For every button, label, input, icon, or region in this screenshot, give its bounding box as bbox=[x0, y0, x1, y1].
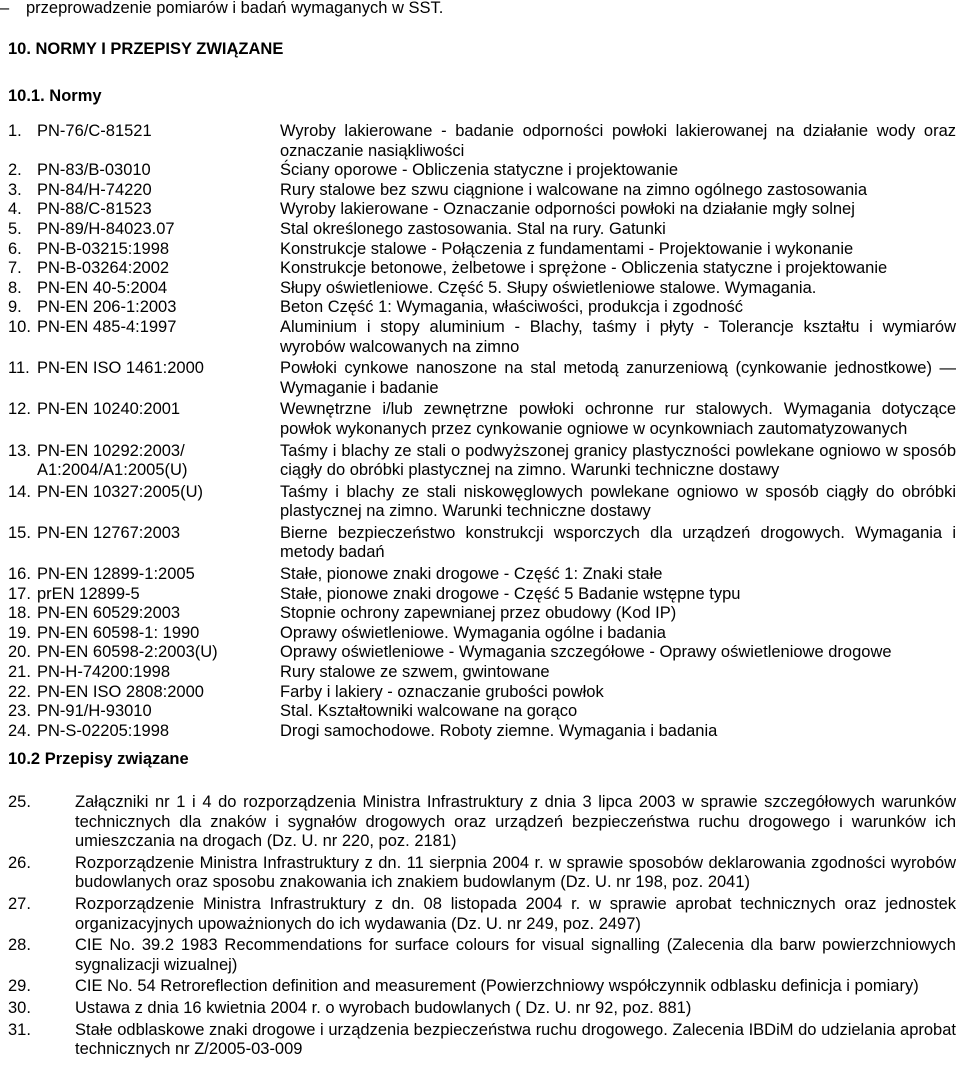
norm-row bbox=[8, 643, 956, 663]
regulation-number: 25. bbox=[8, 793, 31, 811]
norm-number: 13. bbox=[8, 441, 31, 460]
norm-number: 5. bbox=[8, 219, 22, 238]
regulations-list bbox=[8, 793, 956, 1062]
norm-row bbox=[8, 200, 956, 220]
norm-row bbox=[8, 240, 956, 260]
norm-number: 11. bbox=[8, 359, 30, 378]
norm-row bbox=[8, 624, 956, 644]
regulation-number: 29. bbox=[8, 977, 31, 996]
norm-code: prEN 12899-5 bbox=[37, 584, 140, 603]
regulation-row bbox=[8, 1021, 956, 1060]
norm-description: Konstrukcje stalowe - Połączenia z fundamentami - Projektowanie i wykonanie bbox=[280, 239, 854, 258]
norm-row bbox=[8, 279, 956, 299]
norm-row bbox=[8, 683, 956, 703]
norm-number: 20. bbox=[8, 643, 31, 662]
norm-number: 10. bbox=[8, 317, 31, 336]
norm-description: Stopnie ochrony zapewnianej przez obudowy (Kod IP) bbox=[280, 604, 677, 623]
norm-code: PN-EN 60598-2:2003(U) bbox=[37, 643, 218, 662]
norm-number: 1. bbox=[8, 122, 22, 140]
norm-description: Drogi samochodowe. Roboty ziemne. Wymagania i badania bbox=[280, 721, 718, 740]
norm-description: Stałe, pionowe znaki drogowe - Część 1: Znaki stałe bbox=[280, 565, 663, 584]
norm-code: PN-91/H-93010 bbox=[37, 702, 152, 721]
norm-code: PN-EN ISO 2808:2000 bbox=[37, 682, 204, 701]
norm-number: 18. bbox=[8, 604, 31, 623]
norm-description: Ściany oporowe - Obliczenia statyczne i projektowanie bbox=[280, 161, 679, 180]
norm-number: 23. bbox=[8, 702, 31, 721]
norm-description: Oprawy oświetleniowe - Wymagania szczegółowe - Oprawy oświetleniowe drogowe bbox=[280, 643, 892, 662]
norm-code: PN-EN 10240:2001 bbox=[37, 400, 181, 419]
norm-code: PN-EN 10327:2005(U) bbox=[37, 482, 203, 501]
norm-description: Powłoki cynkowe nanoszone na stal metodą zanurzeniową (cynkowanie jednostkowe) — Wymaganie i badanie bbox=[280, 359, 956, 397]
regulation-description: Rozporządzenie Ministra Infrastruktury z dn. 08 listopada 2004 r. w sprawie aprobat technicznych oraz jednostek organizacyjnych upoważnionych do ich wydawania (Dz. U. nr 249, poz. 2497) bbox=[75, 894, 956, 933]
norm-description: Bierne bezpieczeństwo konstrukcji wsporczych dla urządzeń drogowych. Wymagania i metody badań bbox=[280, 523, 956, 562]
norm-row bbox=[8, 181, 956, 201]
regulation-row bbox=[8, 977, 956, 997]
norm-row bbox=[8, 702, 956, 722]
dash-bullet-icon: – bbox=[0, 0, 10, 17]
regulation-number: 28. bbox=[8, 936, 31, 955]
regulation-row bbox=[8, 895, 956, 934]
regulation-description: CIE No. 54 Retroreflection definition and measurement (Powierzchniowy współczynnik odblasku definicja i pomiary) bbox=[75, 977, 919, 996]
norm-row bbox=[8, 722, 956, 742]
norm-number: 21. bbox=[8, 663, 31, 682]
norm-description: Słupy oświetleniowe. Część 5. Słupy oświetleniowe stalowe. Wymagania. bbox=[280, 278, 817, 297]
regulation-number: 31. bbox=[8, 1020, 31, 1039]
norm-code: PN-EN 12767:2003 bbox=[37, 523, 181, 542]
norm-row bbox=[8, 259, 956, 279]
norm-code: PN-EN 12899-1:2005 bbox=[37, 565, 195, 584]
intro-text: przeprowadzenie pomiarów i badań wymaganych w SST. bbox=[26, 0, 444, 17]
norm-description: Wyroby lakierowane - Oznaczanie odporności powłoki na działanie mgły solnej bbox=[280, 200, 855, 219]
norm-row bbox=[8, 400, 956, 439]
norm-code: PN-EN ISO 1461:2000 bbox=[37, 359, 204, 378]
subsection-regulations-heading: 10.2 Przepisy związane bbox=[8, 750, 189, 768]
regulation-description: Stałe odblaskowe znaki drogowe i urządzenia bezpieczeństwa ruchu drogowego. Zalecenia IBDiM do udzielania aprobat technicznych nr Z/2005-03-009 bbox=[75, 1020, 956, 1059]
norms-list bbox=[8, 122, 956, 741]
norm-number: 7. bbox=[8, 259, 22, 278]
norm-row bbox=[8, 585, 956, 605]
norm-row bbox=[8, 663, 956, 683]
norm-number: 2. bbox=[8, 161, 22, 180]
norm-row bbox=[8, 604, 956, 624]
norm-number: 6. bbox=[8, 239, 22, 258]
regulation-number: 26. bbox=[8, 853, 31, 872]
regulation-row bbox=[8, 854, 956, 893]
norm-number: 15. bbox=[8, 523, 31, 542]
norm-description: Oprawy oświetleniowe. Wymagania ogólne i badania bbox=[280, 623, 666, 642]
norm-description: Konstrukcje betonowe, żelbetowe i sprężone - Obliczenia statyczne i projektowanie bbox=[280, 259, 888, 278]
norm-number: 17. bbox=[8, 584, 31, 603]
regulation-description: Załączniki nr 1 i 4 do rozporządzenia Ministra Infrastruktury z dnia 3 lipca 2003 w sprawie szczegółowych warunków technicznych dla znaków i sygnałów drogowych oraz urządzeń bezpieczeństwa ruchu drogowego i warunków ich umieszczania na drogach (Dz. U. nr 220, poz. 2181) bbox=[75, 793, 956, 851]
norm-number: 19. bbox=[8, 623, 31, 642]
norm-code: PN-88/C-81523 bbox=[37, 200, 152, 219]
norm-row bbox=[8, 442, 956, 481]
regulation-row bbox=[8, 936, 956, 975]
regulation-description: CIE No. 39.2 1983 Recommendations for surface colours for visual signalling (Zalecenia dla barw powierzchniowych sygnalizacji wizualnej) bbox=[75, 936, 956, 974]
norm-code: PN-89/H-84023.07 bbox=[37, 219, 175, 238]
norm-code: PN-76/C-81521 bbox=[37, 122, 152, 140]
norm-code: PN-EN 40-5:2004 bbox=[37, 278, 168, 297]
norm-number: 16. bbox=[8, 565, 31, 584]
norm-description: Stałe, pionowe znaki drogowe - Część 5 Badanie wstępne typu bbox=[280, 584, 741, 603]
regulation-number: 30. bbox=[8, 998, 31, 1017]
norm-number: 4. bbox=[8, 200, 22, 219]
norm-description: Wewnętrzne i/lub zewnętrzne powłoki ochronne rur stalowych. Wymagania dotyczące powłok wykonanych przez cynkowanie ogniowe w ocynkowniach zautomatyzowanych bbox=[280, 400, 956, 438]
norm-code: PN-EN 485-4:1997 bbox=[37, 317, 177, 336]
norm-description: Stal. Kształtowniki walcowane na gorąco bbox=[280, 702, 578, 721]
norm-code: PN-84/H-74220 bbox=[37, 180, 152, 199]
norm-number: 9. bbox=[8, 298, 22, 317]
norm-number: 3. bbox=[8, 180, 22, 199]
norm-code: PN-EN 60529:2003 bbox=[37, 604, 181, 623]
norm-number: 8. bbox=[8, 278, 22, 297]
regulation-description: Rozporządzenie Ministra Infrastruktury z dn. 11 sierpnia 2004 r. w sprawie sposobów deklarowania zgodności wyrobów budowlanych oraz sposobu znakowania ich znakiem budowlanym (Dz. U. nr 198, poz. 2041) bbox=[75, 853, 956, 892]
norm-number: 12. bbox=[8, 400, 31, 419]
norm-row bbox=[8, 220, 956, 240]
norm-row bbox=[8, 318, 956, 357]
norm-description: Farby i lakiery - oznaczanie grubości powłok bbox=[280, 682, 604, 701]
norm-code: PN-S-02205:1998 bbox=[37, 721, 170, 740]
norm-code: PN-B-03215:1998 bbox=[37, 239, 170, 258]
norm-code: PN-H-74200:1998 bbox=[37, 663, 170, 682]
norm-description: Beton Część 1: Wymagania, właściwości, produkcja i zgodność bbox=[280, 298, 743, 317]
regulation-row bbox=[8, 999, 956, 1019]
norm-code: PN-83/B-03010 bbox=[37, 161, 151, 180]
norm-row bbox=[8, 298, 956, 318]
norm-description: Aluminium i stopy aluminium - Blachy, taśmy i płyty - Tolerancje kształtu i wymiarów wyrobów walcowanych na zimno bbox=[280, 317, 956, 356]
norm-number: 14. bbox=[8, 482, 31, 501]
norm-description: Rury stalowe ze szwem, gwintowane bbox=[280, 663, 550, 682]
norm-description: Taśmy i blachy ze stali o podwyższonej granicy plastyczności powlekane ogniowo w sposób ciągły do obróbki plastycznej na zimno. Warunki techniczne dostawy bbox=[280, 441, 956, 480]
norm-row bbox=[8, 565, 956, 585]
norm-code: PN-EN 206-1:2003 bbox=[37, 298, 177, 317]
norm-code: PN-EN 60598-1: 1990 bbox=[37, 623, 200, 642]
norm-row bbox=[8, 161, 956, 181]
norm-code: PN-B-03264:2002 bbox=[37, 259, 170, 278]
section-heading: 10. NORMY I PRZEPISY ZWIĄZANE bbox=[8, 40, 284, 58]
norm-description: Taśmy i blachy ze stali niskowęglowych powlekane ogniowo w sposób ciągły do obróbki plastycznej na zimno. Warunki techniczne dostawy bbox=[280, 482, 956, 521]
norm-number: 24. bbox=[8, 721, 31, 740]
norm-description: Rury stalowe bez szwu ciągnione i walcowane na zimno ogólnego zastosowania bbox=[280, 180, 867, 199]
norm-row bbox=[8, 524, 956, 563]
intro-bullet-line bbox=[0, 0, 443, 18]
norm-row bbox=[8, 483, 956, 522]
norm-description: Wyroby lakierowane - badanie odporności powłoki lakierowanej na działanie wody oraz oznaczanie nasiąkliwości bbox=[280, 122, 956, 160]
regulation-row bbox=[8, 793, 956, 852]
norm-description: Stal określonego zastosowania. Stal na rury. Gatunki bbox=[280, 219, 666, 238]
norm-number: 22. bbox=[8, 682, 31, 701]
norm-row bbox=[8, 122, 956, 161]
subsection-norms-heading: 10.1. Normy bbox=[8, 87, 102, 105]
regulation-number: 27. bbox=[8, 894, 31, 913]
norm-row bbox=[8, 359, 956, 398]
norm-code: PN-EN 10292:2003/ A1:2004/A1:2005(U) bbox=[37, 441, 188, 480]
regulation-description: Ustawa z dnia 16 kwietnia 2004 r. o wyrobach budowlanych ( Dz. U. nr 92, poz. 881) bbox=[75, 998, 692, 1017]
